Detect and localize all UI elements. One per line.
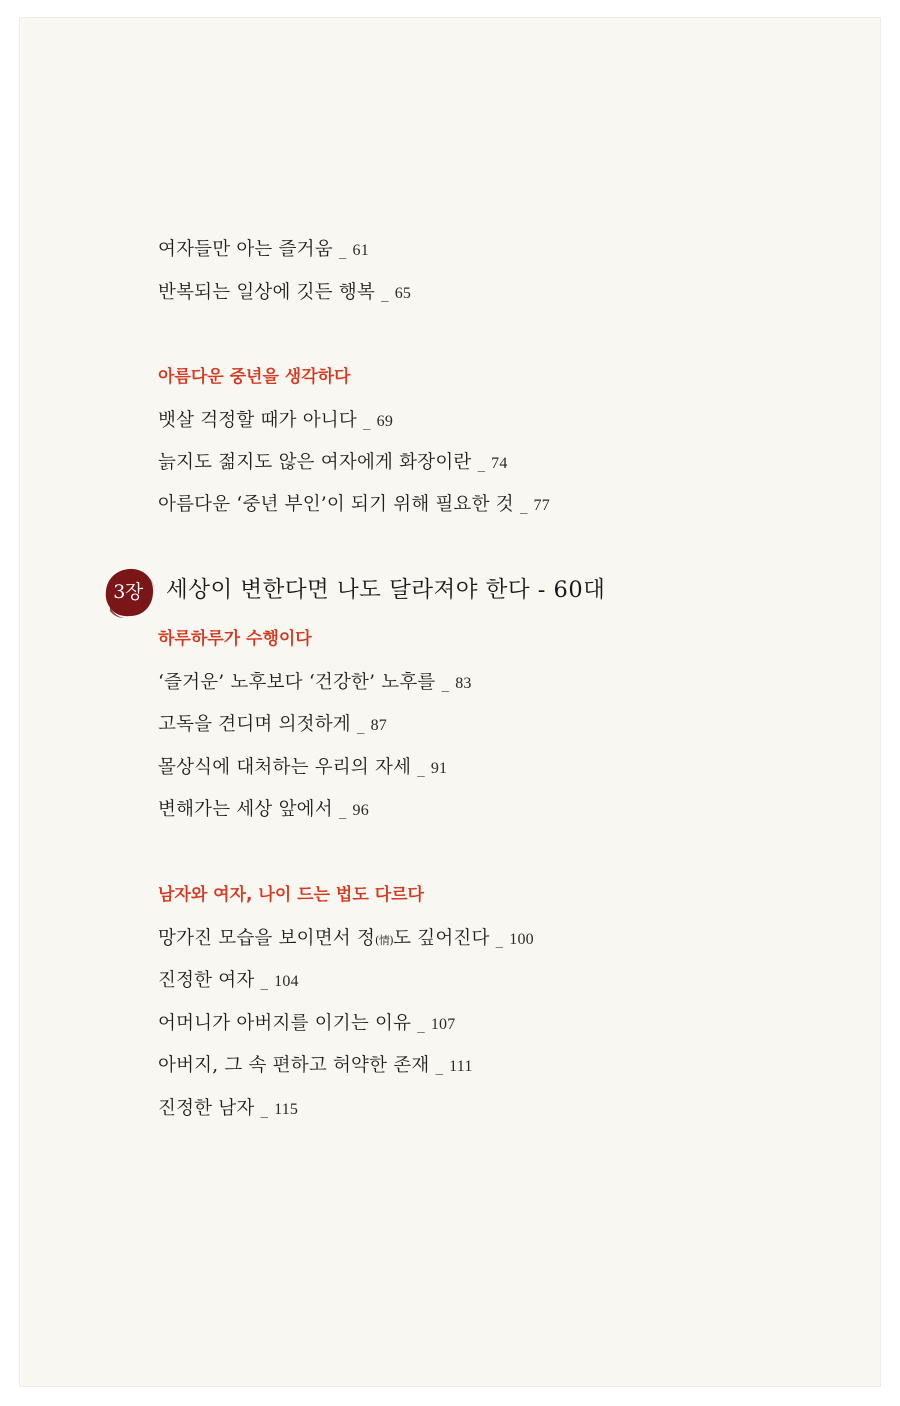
entry-title: 뱃살 걱정할 때가 아니다 (158, 410, 357, 431)
entry-title: 고독을 견디며 의젓하게 (158, 714, 351, 735)
entry-page-number: 87 (370, 717, 387, 734)
entry-page-number: 96 (352, 802, 369, 819)
entry-page-number: 61 (352, 242, 369, 259)
toc-entry (158, 1097, 298, 1122)
entry-page-number: 69 (376, 413, 394, 430)
toc-entry (158, 671, 472, 696)
entry-title: 변해가는 세상 앞에서 (158, 799, 333, 820)
entry-title: 진정한 여자 (158, 970, 255, 991)
toc-entry (158, 927, 534, 953)
entry-title: 몰상식에 대처하는 우리의 자세 (158, 757, 412, 778)
entry-separator: _ (477, 454, 486, 472)
entry-title: 아버지, 그 속 편하고 허약한 존재 (158, 1055, 430, 1076)
section-heading: 아름다운 중년을 생각하다 (158, 367, 351, 387)
entry-page-number: 104 (274, 973, 299, 990)
entry-title: 여자들만 아는 즐거움 (158, 239, 333, 260)
toc-entry (158, 756, 447, 781)
entry-separator: _ (338, 241, 347, 259)
entry-title-end: 도 깊어진다 (393, 928, 490, 949)
entry-page-number: 100 (509, 931, 534, 948)
toc-entry (158, 713, 387, 738)
entry-page-number: 111 (449, 1058, 473, 1075)
entry-page-number: 74 (491, 455, 508, 472)
entry-separator: _ (260, 972, 269, 990)
entry-title: 반복되는 일상에 깃든 행복 (158, 282, 376, 303)
entry-separator: _ (495, 930, 504, 948)
entry-separator: _ (417, 1015, 425, 1033)
toc-entry (158, 409, 393, 434)
entry-title: 진정한 남자 (158, 1098, 255, 1119)
entry-page-number: 91 (430, 760, 448, 777)
toc-entry (158, 1054, 473, 1079)
entry-title: 망가진 모습을 보이면서 정 (158, 928, 376, 949)
entry-page-number: 65 (394, 285, 412, 302)
entry-hanja: (情) (375, 934, 394, 947)
toc-entry (158, 238, 369, 263)
entry-separator: _ (519, 496, 528, 514)
entry-page-number: 77 (533, 497, 550, 514)
entry-title: 어머니가 아버지를 이기는 이유 (158, 1013, 412, 1034)
chapter-badge (104, 567, 156, 619)
toc-entry (158, 451, 508, 476)
entry-separator: _ (441, 674, 450, 692)
entry-separator: _ (260, 1100, 269, 1118)
toc-entry (158, 798, 369, 823)
entry-separator: _ (381, 284, 389, 302)
entry-title: ‘즐거운’ 노후보다 ‘건강한’ 노후를 (158, 672, 436, 693)
entry-separator: _ (356, 716, 365, 734)
book-page (20, 18, 880, 1386)
entry-title: 늙지도 젊지도 않은 여자에게 화장이란 (158, 452, 472, 473)
toc-entry (158, 969, 299, 994)
section-heading: 하루하루가 수행이다 (158, 629, 312, 649)
toc-entry (158, 493, 550, 518)
entry-separator: _ (435, 1057, 444, 1075)
entry-page-number: 83 (455, 675, 472, 692)
entry-separator: _ (417, 759, 425, 777)
toc-entry (158, 1012, 455, 1037)
entry-separator: _ (338, 801, 347, 819)
entry-page-number: 115 (274, 1101, 299, 1118)
entry-separator: _ (363, 412, 371, 430)
chapter-title: 세상이 변한다면 나도 달라져야 한다 - 60대 (166, 577, 606, 603)
chapter-badge-label: 3장 (113, 581, 143, 603)
section-heading: 남자와 여자, 나이 드는 법도 다르다 (158, 885, 424, 905)
entry-page-number: 107 (430, 1016, 456, 1033)
toc-entry (158, 281, 411, 306)
entry-title: 아름다운 ‘중년 부인’이 되기 위해 필요한 것 (158, 494, 514, 515)
